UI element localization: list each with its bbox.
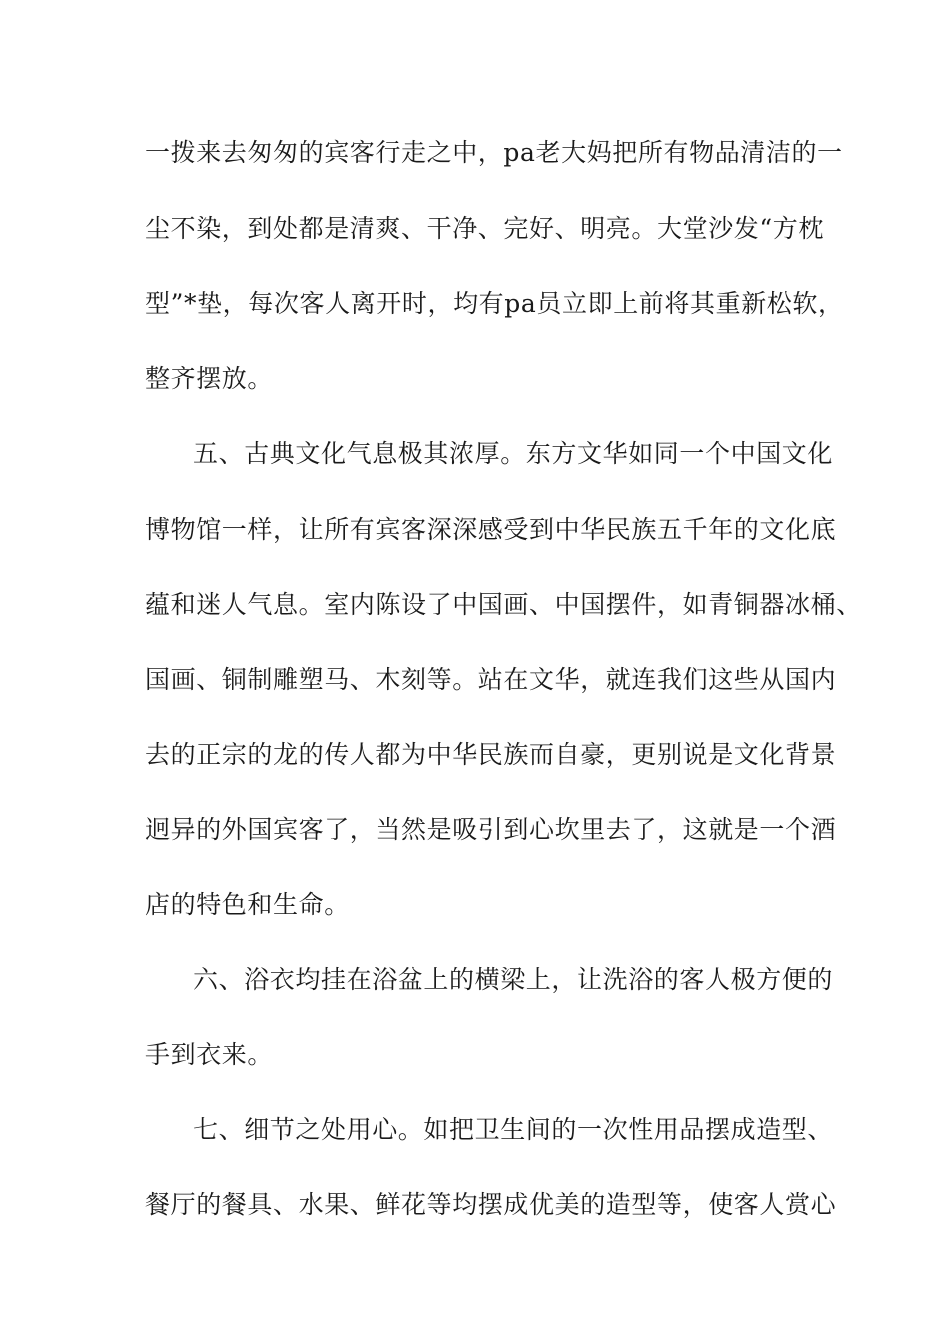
- text-line: 餐厅的餐具、水果、鲜花等均摆成优美的造型等，使客人赏心: [145, 1190, 837, 1219]
- text-line: 一拨来去匆匆的宾客行走之中，pa老大妈把所有物品清洁的一: [145, 138, 843, 167]
- text-line: 迥异的外国宾客了，当然是吸引到心坎里去了，这就是一个酒: [145, 815, 837, 844]
- paragraph-heading-5: 五、古典文化气息极其浓厚。东方文华如同一个中国文化: [193, 439, 834, 468]
- text-line: 尘不染，到处都是清爽、干净、完好、明亮。大堂沙发“方枕: [145, 214, 824, 243]
- paragraph-heading-6: 六、浴衣均挂在浴盆上的横梁上，让洗浴的客人极方便的: [193, 965, 834, 994]
- text-line: 去的正宗的龙的传人都为中华民族而自豪，更别说是文化背景: [145, 740, 837, 769]
- text-line: 博物馆一样，让所有宾客深深感受到中华民族五千年的文化底: [145, 515, 837, 544]
- text-line: 蕴和迷人气息。室内陈设了中国画、中国摆件，如青铜器冰桶、: [145, 590, 862, 619]
- text-line: 手到衣来。: [145, 1040, 274, 1069]
- text-line: 整齐摆放。: [145, 364, 274, 393]
- paragraph-heading-7: 七、细节之处用心。如把卫生间的一次性用品摆成造型、: [193, 1115, 834, 1144]
- text-line: 型”*垫，每次客人离开时，均有pa员立即上前将其重新松软，: [145, 289, 844, 318]
- text-line: 国画、铜制雕塑马、木刻等。站在文华，就连我们这些从国内: [145, 665, 837, 694]
- text-line: 店的特色和生命。: [145, 890, 350, 919]
